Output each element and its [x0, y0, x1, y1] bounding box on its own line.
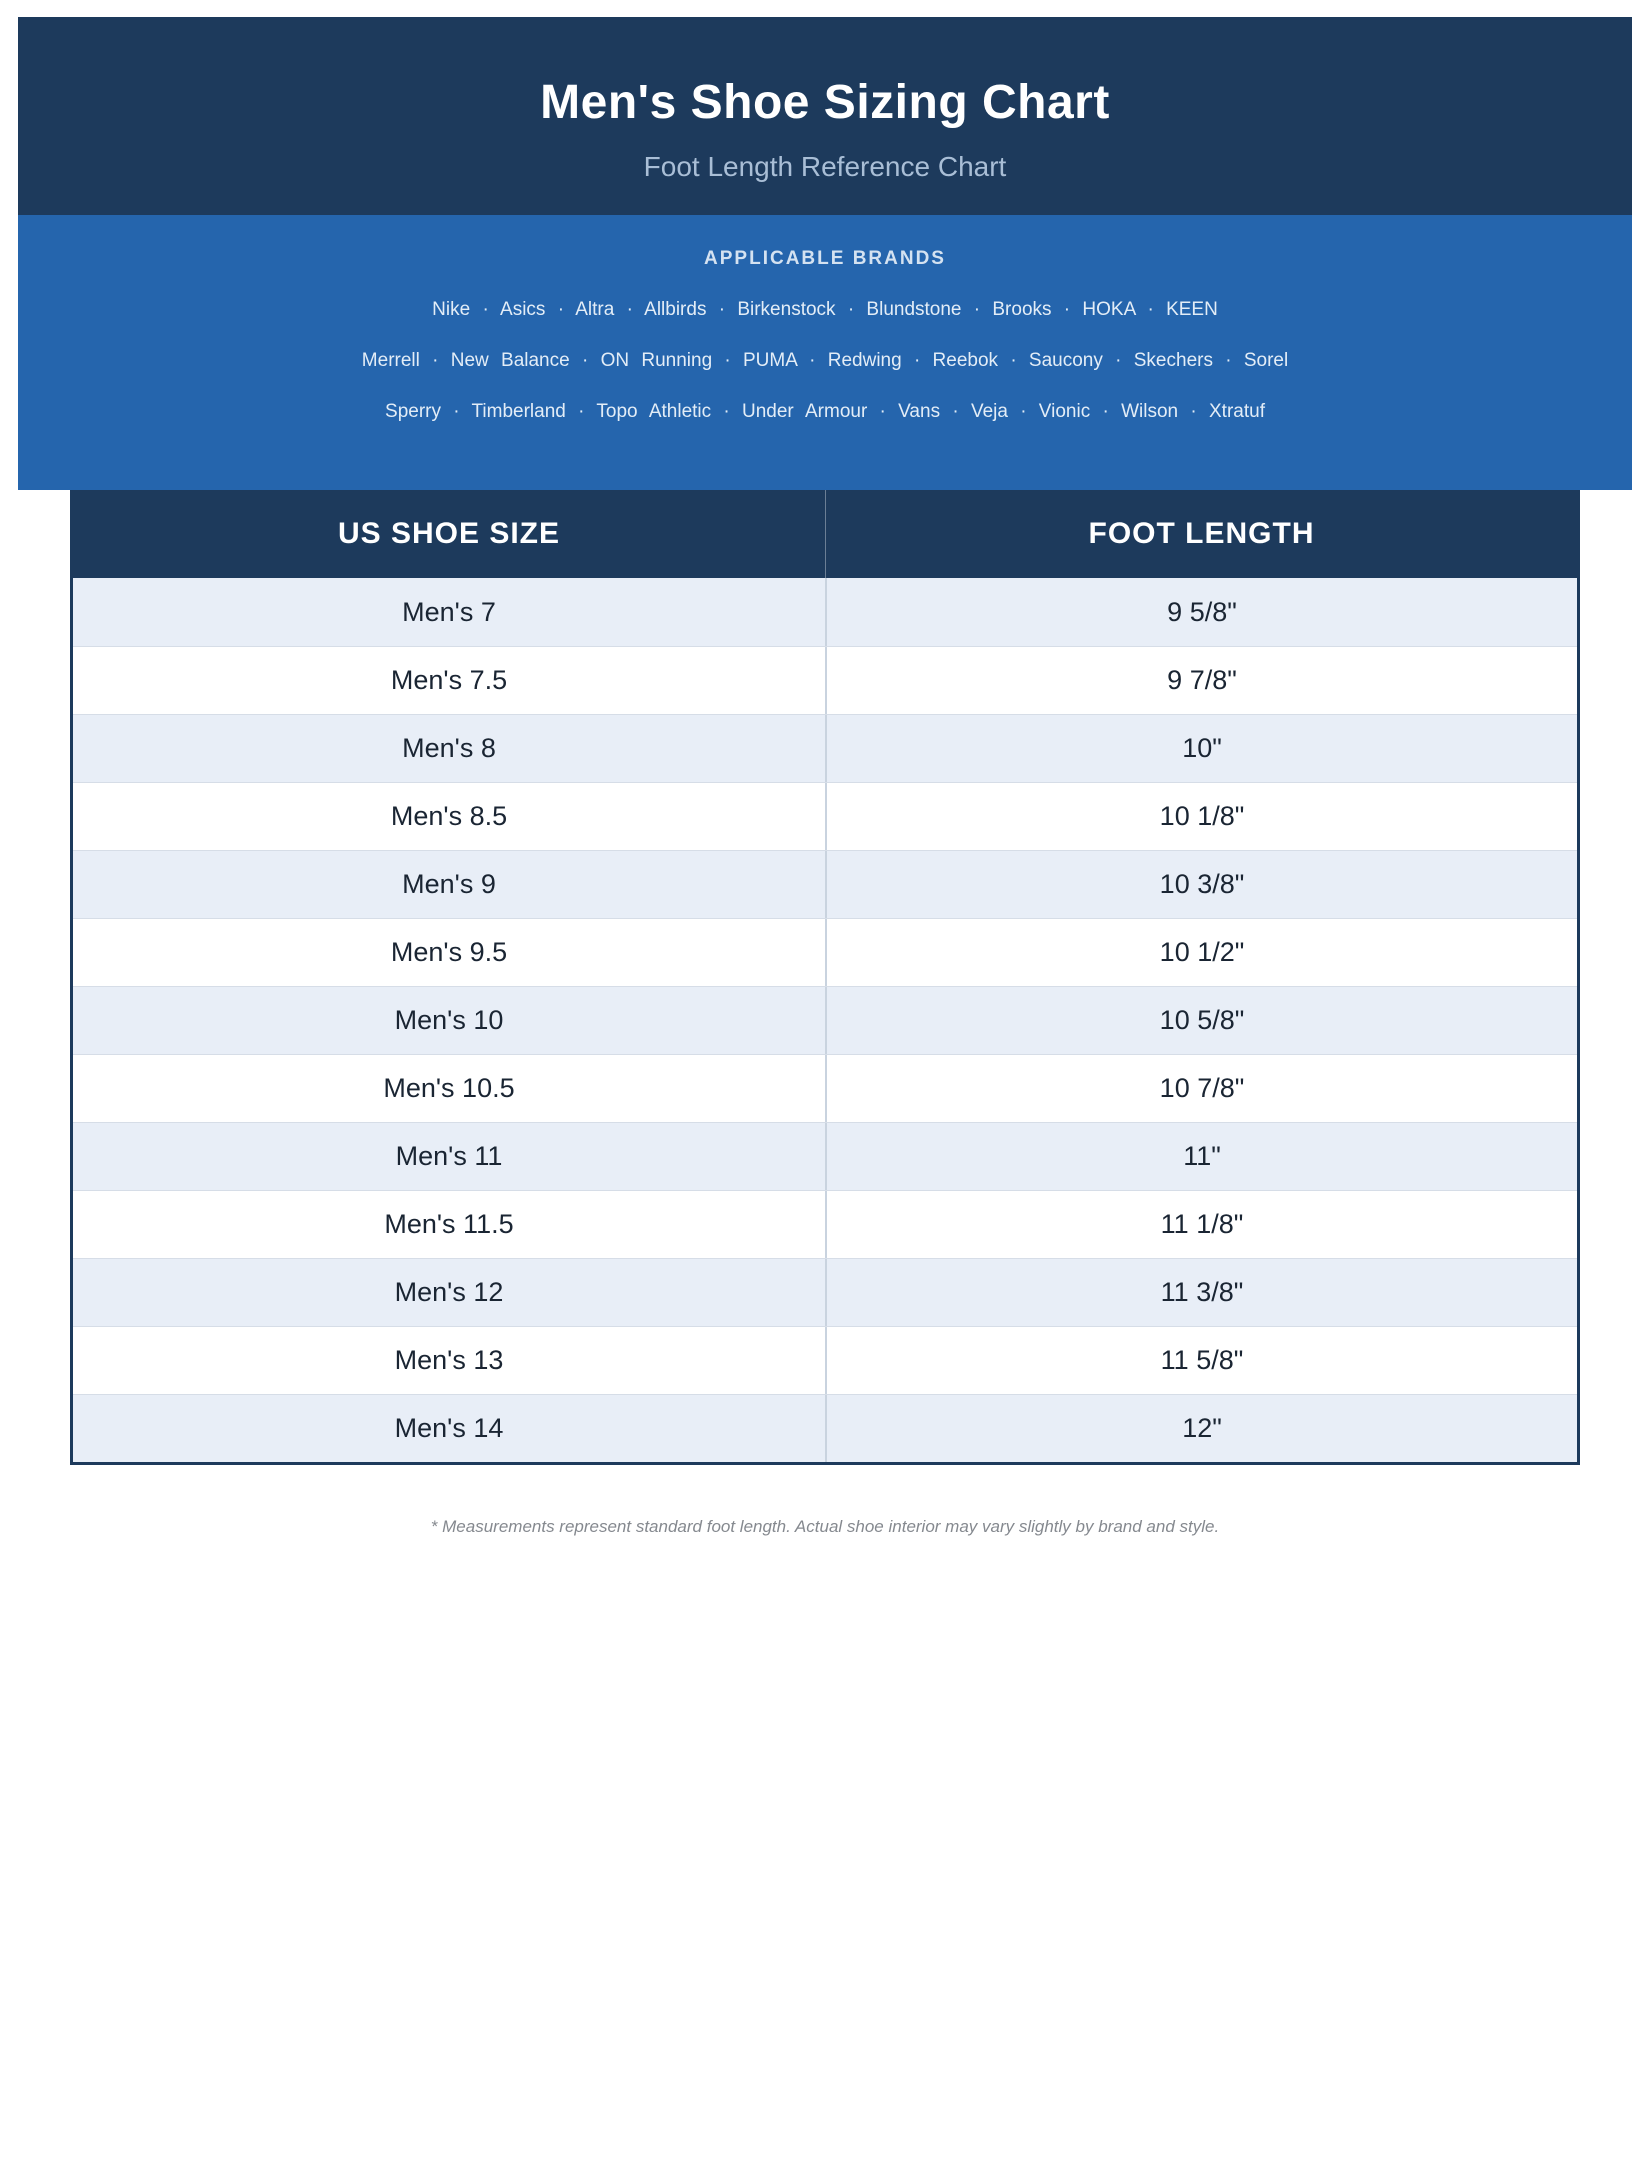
cell-size: Men's 7: [402, 596, 496, 627]
cell-length: 10 7/8": [825, 1055, 1577, 1122]
header-banner: [18, 17, 1632, 215]
cell-length: 10 3/8": [825, 851, 1577, 918]
column-header-length: FOOT LENGTH: [825, 490, 1577, 578]
table-row: [73, 1122, 1577, 1190]
brands-heading: APPLICABLE BRANDS: [704, 248, 946, 269]
cell-length: 10 1/2": [825, 919, 1577, 986]
table-body: [73, 578, 1577, 1462]
column-header-size: US SHOE SIZE: [337, 517, 561, 550]
brands-panel: [18, 215, 1632, 490]
table-row: [73, 1190, 1577, 1258]
cell-length: 11": [825, 1123, 1577, 1190]
brands-rows: [18, 300, 1632, 421]
cell-size: Men's 14: [394, 1413, 504, 1443]
page-subtitle: Foot Length Reference Chart: [643, 151, 1007, 182]
footnote: * Measurements represent standard foot length. Actual shoe interior may vary slightly by brand and style.: [430, 1517, 1220, 1536]
table-row: [73, 714, 1577, 782]
cell-length: 12": [825, 1395, 1577, 1462]
cell-length: 10": [825, 715, 1577, 782]
cell-length: 11 3/8": [825, 1259, 1577, 1326]
table-row: [73, 1258, 1577, 1326]
table-row: [73, 850, 1577, 918]
cell-size: Men's 8.5: [390, 801, 508, 831]
brands-row: Sperry · Timberland · Topo Athletic · Under Armour · Vans · Veja · Vionic · Wilson · Xtratuf: [385, 401, 1265, 422]
table-row: [73, 646, 1577, 714]
cell-size: Men's 7.5: [390, 665, 508, 695]
cell-length: 10 5/8": [825, 987, 1577, 1054]
table-row: [73, 1394, 1577, 1462]
table-row: [73, 1326, 1577, 1394]
cell-size: Men's 8: [402, 733, 496, 763]
table-row: [73, 986, 1577, 1054]
page-title: Men's Shoe Sizing Chart: [540, 76, 1110, 129]
cell-length: 11 1/8": [825, 1191, 1577, 1258]
cell-size: Men's 11.5: [384, 1209, 514, 1239]
brands-row: Merrell · New Balance · ON Running · PUMA · Redwing · Reebok · Saucony · Skechers · Sorel: [361, 350, 1289, 371]
sizing-table: [70, 490, 1580, 1465]
table-row: [73, 1054, 1577, 1122]
brands-row: Nike · Asics · Altra · Allbirds · Birkenstock · Blundstone · Brooks · HOKA · KEEN: [432, 299, 1218, 320]
table-header-row: [73, 490, 1577, 578]
page: [0, 17, 1650, 2179]
cell-size: Men's 9: [402, 869, 496, 899]
cell-size: Men's 9.5: [390, 937, 508, 967]
table-row: [73, 918, 1577, 986]
cell-length: 9 7/8": [825, 647, 1577, 714]
cell-length: 10 1/8": [825, 783, 1577, 850]
table-row: [73, 782, 1577, 850]
cell-size: Men's 13: [394, 1345, 504, 1375]
cell-length: 11 5/8": [825, 1327, 1577, 1394]
cell-size: Men's 10.5: [383, 1073, 515, 1103]
cell-size: Men's 12: [394, 1277, 504, 1307]
cell-size: Men's 10: [394, 1005, 504, 1035]
cell-size: Men's 11: [395, 1141, 503, 1171]
table-row: [73, 578, 1577, 646]
cell-length: 9 5/8": [825, 578, 1577, 646]
